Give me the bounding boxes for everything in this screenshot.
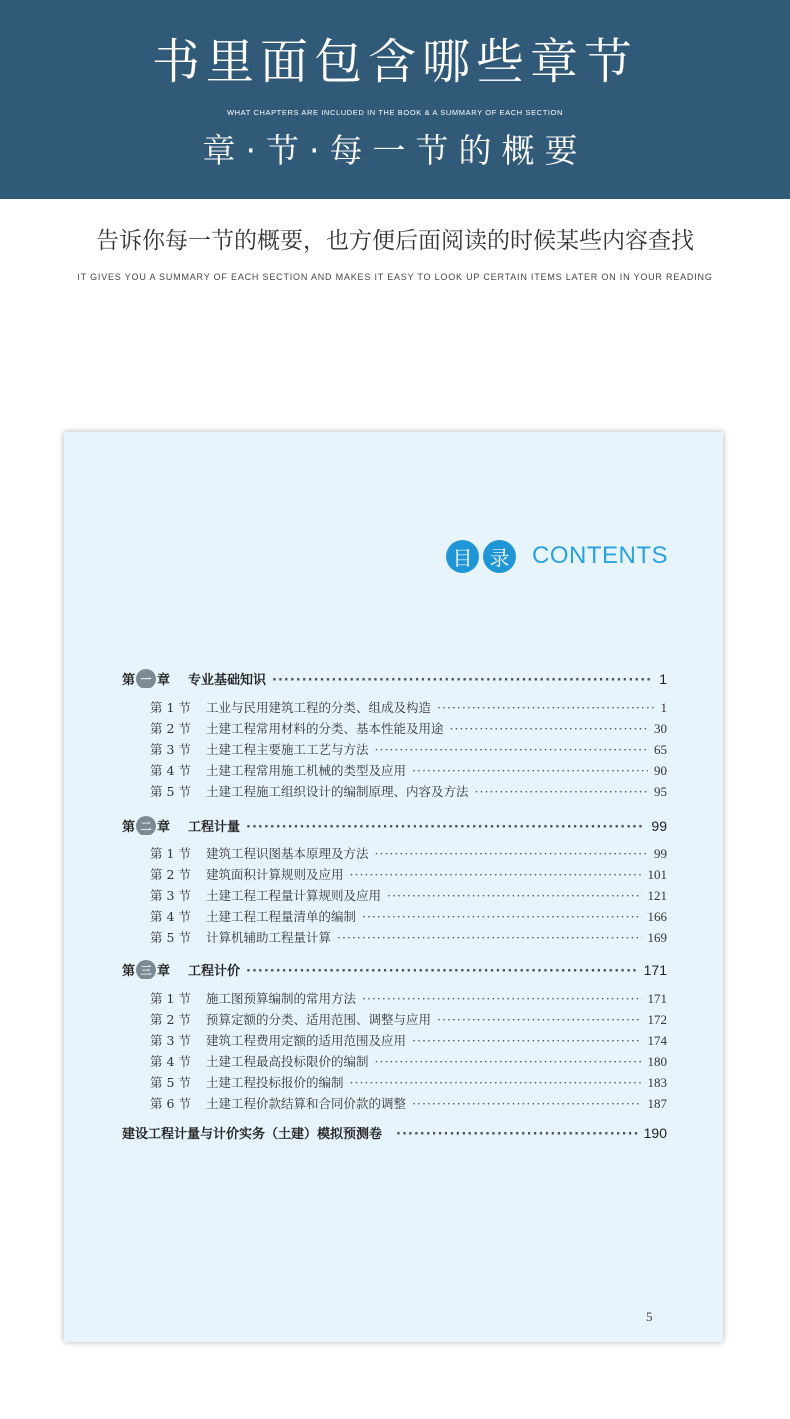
section-number: 第 2 节 [150, 867, 191, 882]
section-number: 第 1 节 [150, 991, 191, 1006]
chapter-suffix: 章 [157, 819, 171, 835]
section-page: 183 [647, 1075, 667, 1090]
leader-dots [375, 742, 648, 757]
chapter-label [122, 959, 170, 979]
toc-section[interactable] [122, 886, 667, 904]
section-number: 第 1 节 [150, 846, 191, 861]
section-page: 180 [647, 1054, 667, 1069]
section-number: 第 3 节 [150, 1033, 191, 1048]
book-page [64, 432, 723, 1342]
section-number: 第 3 节 [150, 888, 191, 903]
section-title: 土建工程投标报价的编制 [206, 1075, 344, 1090]
toc-section[interactable] [122, 865, 667, 883]
section-number: 第 2 节 [150, 721, 191, 736]
leader-dots [387, 888, 641, 903]
chapter-page: 171 [643, 961, 667, 978]
section-title: 土建工程工程量清单的编制 [206, 909, 357, 924]
toc-section[interactable] [122, 1010, 667, 1028]
toc-section[interactable] [122, 1052, 667, 1070]
leader-dots [412, 1033, 641, 1048]
chapter-title: 专业基础知识 [188, 672, 267, 688]
section-number: 第 5 节 [150, 784, 191, 799]
section-number: 第 4 节 [150, 1054, 191, 1069]
section-page: 169 [647, 930, 667, 945]
leader-dots [362, 909, 641, 924]
section-title: 施工图预算编制的常用方法 [206, 991, 357, 1006]
chapter-page: 99 [651, 817, 667, 834]
contents-title-en: CONTENTS [532, 542, 668, 569]
section-title: 土建工程价款结算和合同价款的调整 [206, 1096, 407, 1111]
section-page: 171 [647, 991, 667, 1006]
leader-dots [350, 1075, 642, 1090]
toc-mock-exam[interactable] [122, 1123, 667, 1142]
chapter-number-badge: 三 [136, 960, 156, 979]
leader-dots [246, 964, 638, 979]
leader-dots [350, 867, 642, 882]
chapter-suffix: 章 [157, 672, 171, 688]
toc-section[interactable] [122, 1094, 667, 1112]
section-page: 65 [654, 742, 667, 757]
chapter-prefix: 第 [122, 963, 136, 979]
section-page: 95 [654, 784, 667, 799]
section-page: 121 [647, 888, 667, 903]
chapter-title: 工程计量 [188, 819, 241, 835]
section-title: 土建工程最高投标限价的编制 [206, 1054, 369, 1069]
toc-section[interactable] [122, 782, 667, 800]
section-page: 30 [654, 721, 667, 736]
chapter-number-badge: 二 [136, 816, 156, 835]
toc-section[interactable] [122, 719, 667, 737]
contents-heading [446, 538, 668, 574]
section-title: 建筑工程费用定额的适用范围及应用 [206, 1033, 407, 1048]
leader-dots [272, 673, 653, 688]
leader-dots [412, 763, 648, 778]
header-banner [0, 0, 790, 199]
toc-chapter[interactable] [122, 959, 667, 979]
chapter-title: 工程计价 [188, 963, 241, 979]
section-title: 土建工程主要施工工艺与方法 [206, 742, 369, 757]
section-number: 第 4 节 [150, 909, 191, 924]
toc-section[interactable] [122, 989, 667, 1007]
section-title: 建筑工程识图基本原理及方法 [206, 846, 369, 861]
banner-subtitle: 章·节·每一节的概要 [202, 131, 588, 170]
section-title: 土建工程常用材料的分类、基本性能及用途 [206, 721, 444, 736]
section-number: 第 3 节 [150, 742, 191, 757]
leader-dots [475, 784, 648, 799]
leader-dots [437, 1012, 641, 1027]
section-title: 土建工程常用施工机械的类型及应用 [206, 763, 407, 778]
section-title: 预算定额的分类、适用范围、调整与应用 [206, 1012, 432, 1027]
chapter-page: 1 [659, 670, 667, 687]
section-number: 第 2 节 [150, 1012, 191, 1027]
banner-title: 书里面包含哪些章节 [151, 34, 638, 90]
contents-char-2: 录 [483, 540, 516, 573]
toc-section[interactable] [122, 761, 667, 779]
section-page: 99 [654, 846, 667, 861]
section-title: 计算机辅助工程量计算 [206, 930, 332, 945]
section-page: 166 [647, 909, 667, 924]
section-number: 第 6 节 [150, 1096, 191, 1111]
toc-chapter[interactable] [122, 815, 667, 835]
leader-dots [375, 1054, 642, 1069]
section-number: 第 1 节 [150, 700, 191, 715]
chapter-prefix: 第 [122, 672, 136, 688]
section-page: 172 [647, 1012, 667, 1027]
leader-dots [437, 700, 654, 715]
section-page: 174 [647, 1033, 667, 1048]
leader-dots [450, 721, 648, 736]
chapter-prefix: 第 [122, 819, 136, 835]
mock-exam-page: 190 [643, 1125, 667, 1141]
toc-section[interactable] [122, 740, 667, 758]
section-page: 1 [660, 700, 667, 715]
toc-section[interactable] [122, 1073, 667, 1091]
mock-exam-title: 建设工程计量与计价实务（土建）模拟预测卷 [122, 1127, 383, 1142]
leader-dots [246, 820, 645, 835]
page-number: 5 [646, 1309, 653, 1324]
section-page: 187 [647, 1096, 667, 1111]
toc-section[interactable] [122, 698, 667, 716]
toc-section[interactable] [122, 928, 667, 946]
leader-dots [375, 846, 648, 861]
leader-dots [337, 930, 641, 945]
chapter-number-badge: 一 [136, 669, 156, 688]
section-page: 101 [647, 867, 667, 882]
section-title: 土建工程工程量计算规则及应用 [206, 888, 382, 903]
chapter-label [122, 815, 170, 835]
section-number: 第 5 节 [150, 1075, 191, 1090]
intro-text: 告诉你每一节的概要，也方便后面阅读的时候某些内容查找 [96, 228, 694, 254]
chapter-suffix: 章 [157, 963, 171, 979]
leader-dots [396, 1127, 638, 1142]
leader-dots [362, 991, 641, 1006]
chapter-label [122, 668, 170, 688]
section-title: 建筑面积计算规则及应用 [206, 867, 344, 882]
toc-chapter[interactable] [122, 668, 667, 688]
section-page: 90 [654, 763, 667, 778]
section-number: 第 4 节 [150, 763, 191, 778]
section-title: 土建工程施工组织设计的编制原理、内容及方法 [206, 784, 469, 799]
toc-section[interactable] [122, 907, 667, 925]
contents-char-1: 目 [446, 540, 479, 573]
banner-subtitle-en: WHAT CHAPTERS ARE INCLUDED IN THE BOOK & A SUMMARY OF EACH SECTION [226, 108, 564, 117]
leader-dots [412, 1096, 641, 1111]
section-number: 第 5 节 [150, 930, 191, 945]
toc-section[interactable] [122, 844, 667, 862]
toc-section[interactable] [122, 1031, 667, 1049]
intro-text-en: IT GIVES YOU A SUMMARY OF EACH SECTION AND MAKES IT EASY TO LOOK UP CERTAIN ITEMS LATER ON IN YOUR READING [77, 272, 713, 282]
section-title: 工业与民用建筑工程的分类、组成及构造 [206, 700, 432, 715]
